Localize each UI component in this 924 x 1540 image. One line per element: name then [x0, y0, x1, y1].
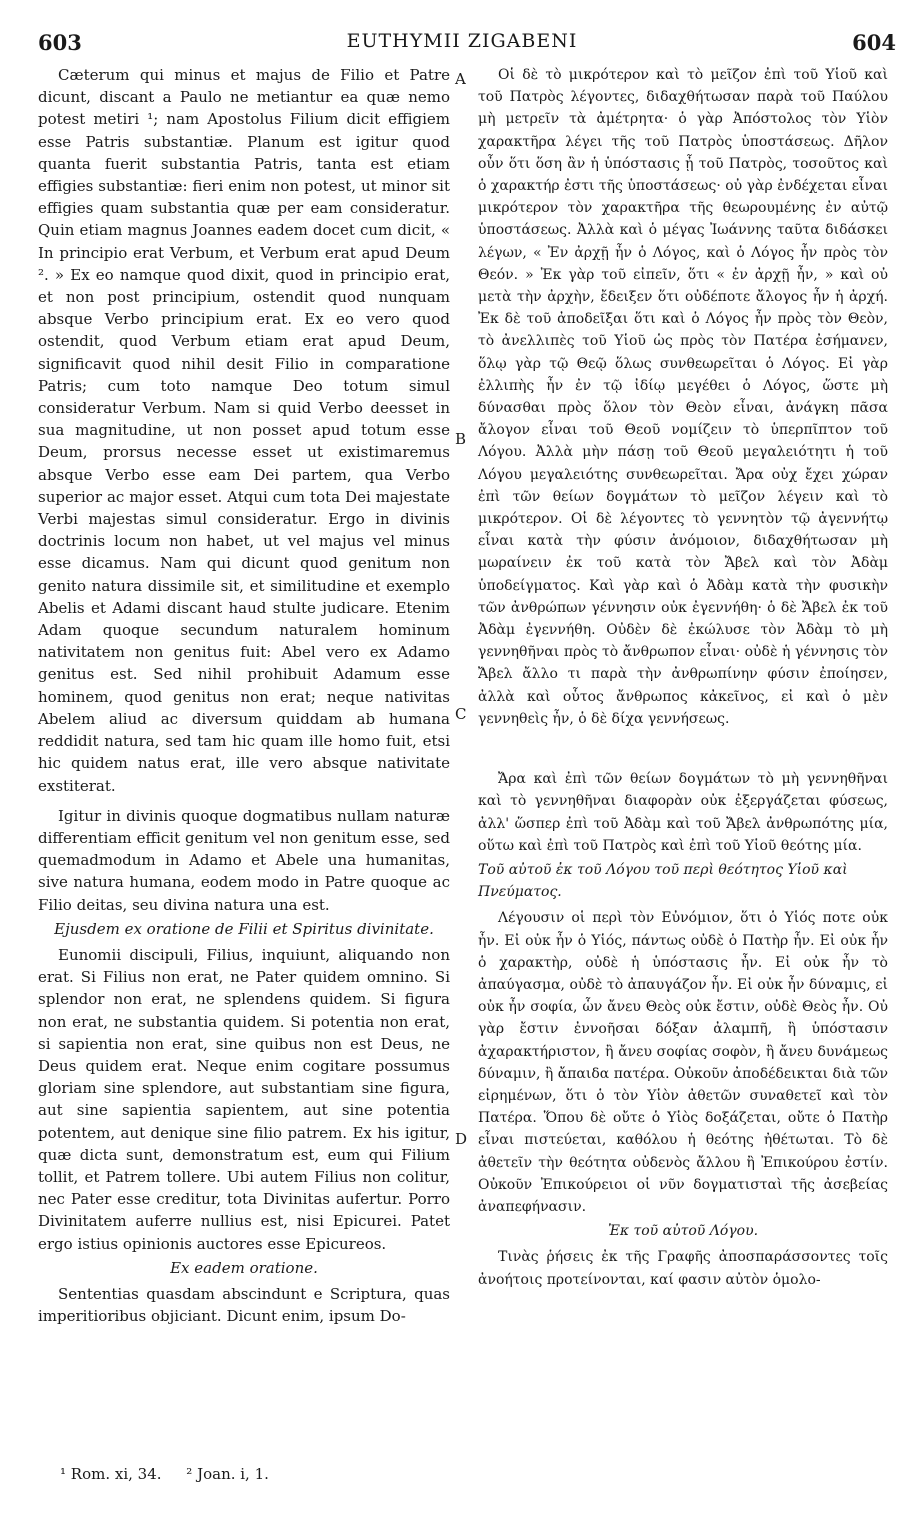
- latin-column: [38, 64, 450, 1327]
- greek-paragraph-4: Τινὰς ῥήσεις ἐκ τῆς Γραφῆς ἀποσπαράσσοντες τοῖς ἀνοήτοις προτείνονται, καί φασιν αὐτὸν ὁμολο-: [478, 1249, 888, 1288]
- latin-paragraph-2: Igitur in divinis quoque dogmatibus nullam naturæ differentiam efficit genitum vel non genitum esse, sed quemadmodum in Adamo et Abele una humanitas, sive natura humana, eodem modo in Patre quoque ac Filio deitas, seu divina natura una est.: [38, 806, 450, 914]
- footnote-2: ² Joan. i, 1.: [186, 1465, 269, 1483]
- greek-paragraph-3: Λέγουσιν οἱ περὶ τὸν Εὐνόμιον, ὅτι ὁ Υἱός ποτε οὐκ ἦν. Εἰ οὐκ ἦν ὁ Υἱός, πάντως οὐδὲ ὁ Πατὴρ ἦν. Εἰ οὐκ ἦν ὁ χαρακτὴρ, οὐδὲ ἡ ὑπόστασις ἦν. Εἰ οὐκ ἦν τὸ ἀπαύγασμα, οὐδὲ τὸ ἀπαυγάζον ἦν. Εἰ οὐκ ἦν δύναμις, εἰ οὐκ ἦν σοφία, ὧν ἄνευ Θεὸς οὐκ ἔστιν, οὐδὲ Θεὸς ἦν. Οὐ γὰρ ἔστιν ἐννοῆσαι δόξαν ἀλαμπῆ, ἢ ὑπόστασιν ἀχαρακτήριστον, ἢ ἄνευ σοφίας σοφὸν, ἢ ἄνευ δυνάμεως δύναμιν, ἢ ἄπαιδα πατέρα. Οὐκοῦν ἀποδέδεικται διὰ τῶν εἰρημένων, ὅτι ὁ τὸν Υἱὸν ἀθετῶν συναθετεῖ καὶ τὸν Πατέρα. Ὅπου δὲ οὔτε ὁ Υἱὸς δοξάζεται, οὔτε ὁ Πατὴρ εἶναι πιστεύεται, καθόλου ἡ θεότης ἠθέτωται. Τὸ δὲ ἀθετεῖν τὴν θεότητα οὐδενὸς ἄλλου ἢ Ἐπικούρου ἐστίν. Οὐκοῦν Ἐπικούρειοι οἱ νῦν δογματισταὶ τῆς ἀσεβείας ἀναπεφήνασιν.: [478, 910, 888, 1215]
- footnote-1: ¹ Rom. xi, 34.: [60, 1465, 162, 1483]
- greek-heading-2: Ἐκ τοῦ αὐτοῦ Λόγου.: [607, 1223, 759, 1240]
- latin-paragraph-3: Eunomii discipuli, Filius, inquiunt, aliquando non erat. Si Filius non erat, ne Pater quidem omnino. Si splendor non erat, ne splendens quidem. Si figura non erat, ne substantia quidem. Si potentia non erat, si sapientia non erat, sine quibus non est Deus, ne Deus quidem erat. Neque enim cogitare possumus gloriam sine splendore, aut substantiam sine figura, aut sine sapientia sapientem, aut sine potentia potentem, aut denique sine filio patrem. Ex his igitur, quæ dicta sunt, demonstratum est, eum qui Filium tollit, et Patrem tollere. Ubi autem Filius non colitur, nec Pater esse creditur, tota Divinitas aufertur. Porro Divinitatem auferre nullius est, nisi Epicurei. Patet ergo istius opinionis auctores esse Epicureos.: [38, 945, 450, 1253]
- right-page-number: 604: [852, 30, 896, 55]
- left-page-number: 603: [38, 30, 82, 55]
- footnotes: [60, 1465, 269, 1483]
- latin-paragraph-1: Cæterum qui minus et majus de Filio et Patre dicunt, discant a Paulo ne metiantur ea quæ nemo potest metiri ¹; nam Apostolus Filium dicit effigiem esse Patris substantiæ. Planum est igitur quod quanta fuerit substantia Patris, tanta est etiam effigies substantiæ: fieri enim non potest, ut minor sit effigies quam substantia quæ per eam consideratur. Quin etiam magnus Joannes eadem docet cum dicit, « In principio erat Verbum, et Verbum erat apud Deum ². » Ex eo namque quod dixit, quod in principio erat, et non post principium, ostendit quod nunquam absque Verbo principium erat. Ex eo vero quod ostendit, quod Verbum etiam erat apud Deum, significavit quod nihil desit Filio in comparatione Patris; cum toto namque Deo totum simul consideratur Verbum. Nam si quid Verbo deesset in sua magnitudine, ut non posset apud totum esse Deum, prorsus necesse esset ut existimaremus absque Verbo esse eam Dei partem, qua Verbo superior ac major esset. Atqui cum tota Dei majestate Verbi majestas simul consideratur. Ergo in divinis doctrinis locum non habet, ut vel majus vel minus esse dicamus. Nam qui dicunt quod genitum non genito natura dissimile sit, et similitudine et exemplo Abelis et Adami discant haud stulte judicare. Etenim Adam quoque secundum naturalem hominum nativitatem non genitus fuit: Abel vero ex Adamo genitus est. Sed nihil prohibuit Adamum esse hominem, quod genitus non erat; neque nativitas Abelem aliud ac diversum quiddam ab humana reddidit natura, sed tam hic quam ille homo fuit, etsi hic quidem natus erat, ille vero absque nativitate exstiterat.: [38, 66, 450, 795]
- greek-paragraph-1: Οἱ δὲ τὸ μικρότερον καὶ τὸ μεῖζον ἐπὶ τοῦ Υἱοῦ καὶ τοῦ Πατρὸς λέγοντες, διδαχθήτωσαν παρὰ τοῦ Παύλου μὴ μετρεῖν τὰ ἀμέτρητα· ὁ γὰρ Ἀπόστολος τὸν Υἱὸν χαρακτῆρα λέγει τῆς τοῦ Πατρὸς ὑποστάσεως. Δῆλον οὖν ὅτι ὅση ἂν ἡ ὑπόστασις ᾖ τοῦ Πατρὸς, τοσοῦτος καὶ ὁ χαρακτήρ ἐστι τῆς ὑποστάσεως· οὐ γὰρ ἐνδέχεται εἶναι μικρότερον τὸν χαρακτῆρα τῆς θεωρουμένης ἐν αὐτῷ ὑποστάσεως. Ἀλλὰ καὶ ὁ μέγας Ἰωάννης ταῦτα διδάσκει λέγων, « Ἐν ἀρχῇ ἦν ὁ Λόγος, καὶ ὁ Λόγος ἦν πρὸς τὸν Θεόν. » Ἐκ γὰρ τοῦ εἰπεῖν, ὅτι « ἐν ἀρχῇ ἦν, » καὶ οὐ μετὰ τὴν ἀρχὴν, ἔδειξεν ὅτι οὐδέποτε ἄλογος ἦν ἡ ἀρχή. Ἐκ δὲ τοῦ ἀποδεῖξαι ὅτι καὶ ὁ Λόγος ἦν πρὸς τὸν Θεὸν, τὸ ἀνελλιπὲς τοῦ Υἱοῦ ὡς πρὸς τὸν Πατέρα ἐσήμανεν, ὅλῳ γὰρ τῷ Θεῷ ὅλως συνθεωρεῖται ὁ Λόγος. Εἰ γὰρ ἐλλιπὴς ἦν ἐν τῷ ἰδίῳ μεγέθει ὁ Λόγος, ὥστε μὴ δύνασθαι πρὸς ὅλον τὸν Θεὸν εἶναι, ἀνάγκη πᾶσα ἄλογον εἶναι τοῦ Θεοῦ νομίζειν τὸ ὑπερπῖπτον τοῦ Λόγου. Ἀλλὰ μὴν πάσῃ τοῦ Θεοῦ μεγαλειότητι ἡ τοῦ Λόγου μεγαλειότης συνθεωρεῖται. Ἄρα οὐχ ἔχει χώραν ἐπὶ τῶν θείων δογμάτων τὸ μεῖζον λέγειν καὶ τὸ μικρότερον. Οἱ δὲ λέγοντες τὸ γεννητὸν τῷ ἀγεννήτῳ εἶναι κατὰ τὴν φύσιν ἀνόμοιον, διδαχθήτωσαν μὴ μωραίνειν ἐκ τοῦ κατὰ τὸν Ἄβελ καὶ τὸν Ἀδὰμ ὑποδείγματος. Καὶ γὰρ καὶ ὁ Ἀδὰμ κατὰ τὴν φυσικὴν τῶν ἀνθρώπων γέννησιν οὐκ ἐγεννήθη· ὁ δὲ Ἄβελ ἐκ τοῦ Ἀδὰμ ἐγεννήθη. Οὐδὲν δὲ ἐκώλυσε τὸν Ἀδὰμ τὸ μὴ γεννηθῆναι πρὸς τὸ ἄνθρωπον εἶναι· οὐδὲ ἡ γέννησις τὸν Ἄβελ ἄλλο τι παρὰ τὴν ἀνθρωπίνην φύσιν ἐποίησεν, ἀλλὰ καὶ οὗτος ἄνθρωπος κἀκεῖνος, εἰ καὶ ὁ μὲν γεννηθεὶς ἦν, ὁ δὲ δίχα γεννήσεως.: [478, 67, 888, 727]
- margin-letter-d: D: [455, 1130, 468, 1148]
- margin-letter-b: B: [455, 430, 467, 448]
- latin-heading-2: Ex eadem oratione.: [170, 1258, 318, 1277]
- latin-heading-1: Ejusdem ex oratione de Filii et Spiritus divinitate.: [54, 919, 434, 938]
- margin-letter-a: A: [455, 70, 466, 88]
- margin-letter-c: C: [455, 705, 467, 723]
- greek-paragraph-2: Ἄρα καὶ ἐπὶ τῶν θείων δογμάτων τὸ μὴ γεννηθῆναι καὶ τὸ γεννηθῆναι διαφορὰν οὐκ ἐξεργάζεται φύσεως, ἀλλ' ὥσπερ ἐπὶ τοῦ Ἀδὰμ καὶ τοῦ Ἄβελ ἀνθρωπότης μία, οὕτω καὶ ἐπὶ τοῦ Πατρὸς καὶ ἐπὶ τοῦ Υἱοῦ θεότης μία.: [478, 771, 888, 854]
- latin-paragraph-4: Sententias quasdam abscindunt e Scriptura, quas imperitioribus objiciant. Dicunt enim, ipsum Do-: [38, 1284, 450, 1326]
- running-title: EUTHYMII ZIGABENI: [346, 30, 578, 52]
- greek-column: [478, 64, 888, 1291]
- greek-heading-1: Τοῦ αὐτοῦ ἐκ τοῦ Λόγου τοῦ περὶ θεότητος Υἱοῦ καὶ Πνεύματος.: [478, 861, 848, 901]
